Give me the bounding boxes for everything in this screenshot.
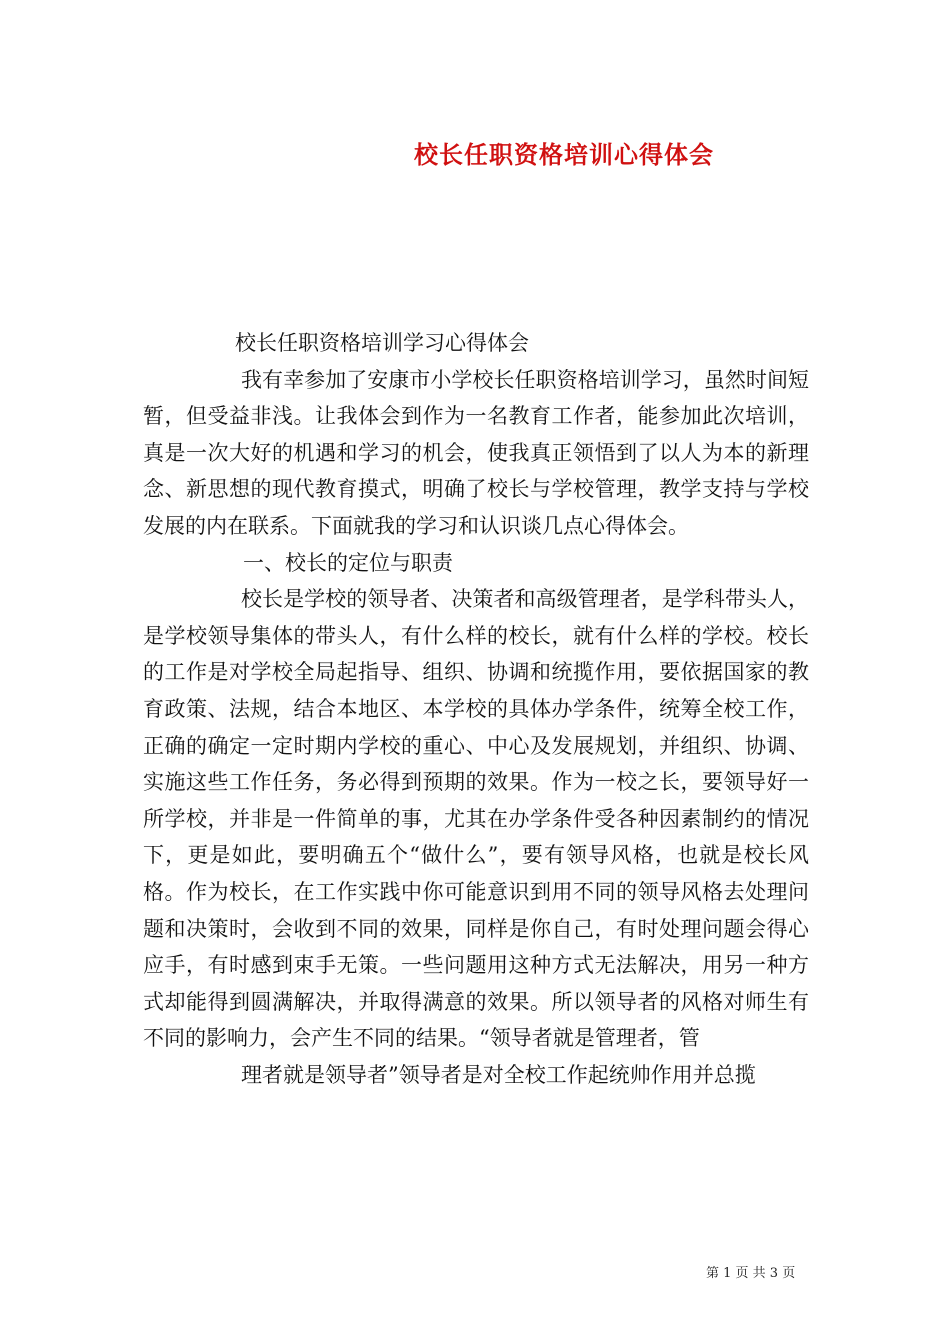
section-heading-1: 一、校长的定位与职责 (243, 550, 453, 575)
paragraph-continuation: 理者就是领导者”领导者是对全校工作起统帅作用并总揽 (241, 1062, 756, 1087)
page-number-footer: 第 1 页 共 3 页 (706, 1266, 796, 1281)
paragraph-principal-role: 校长是学校的领导者、决策者和高级管理者，是学科带头人，是学校领导集体的带头人，有什么样的校长，就有什么样的学校。校长的工作是对学校全局起指导、组织、协调和统揽作用，要依据国家的教育政策、法规，结合本地区、本学校的具体办学条件，统筹全校工作，正确的确定一定时期内学校的重心、中心及发展规划，并组织、协调、实施这些工作任务，务必得到预期的效果。作为一校之长，要领导好一所学校，并非是一件简单的事，尤其在办学条件受各种因素制约的情况下，更是如此，要明确五个“做什么”，要有领导风格，也就是校长风格。作为校长，在工作实践中你可能意识到用不同的领导风格去处理问题和决策时，会收到不同的效果，同样是你自己，有时处理问题会得心应手，有时感到束手无策。一些问题用这种方式无法解决，用另一种方式却能得到圆满解决，并取得满意的效果。所以领导者的风格对师生有不同的影响力，会产生不同的结果。“领导者就是管理者，管 (143, 587, 809, 1051)
page-title: 校长任职资格培训心得体会 (414, 140, 714, 169)
document-body (143, 325, 809, 1093)
document-subtitle: 校长任职资格培训学习心得体会 (235, 331, 529, 355)
paragraph-intro: 我有幸参加了安康市小学校长任职资格培训学习，虽然时间短暂，但受益非浅。让我体会到作为一名教育工作者，能参加此次培训，真是一次大好的机遇和学习的机会，使我真正领悟到了以人为本的新理念、新思想的现代教育摸式，明确了校长与学校管理，教学支持与学校发展的内在联系。下面就我的学习和认识谈几点心得体会。 (143, 367, 809, 538)
